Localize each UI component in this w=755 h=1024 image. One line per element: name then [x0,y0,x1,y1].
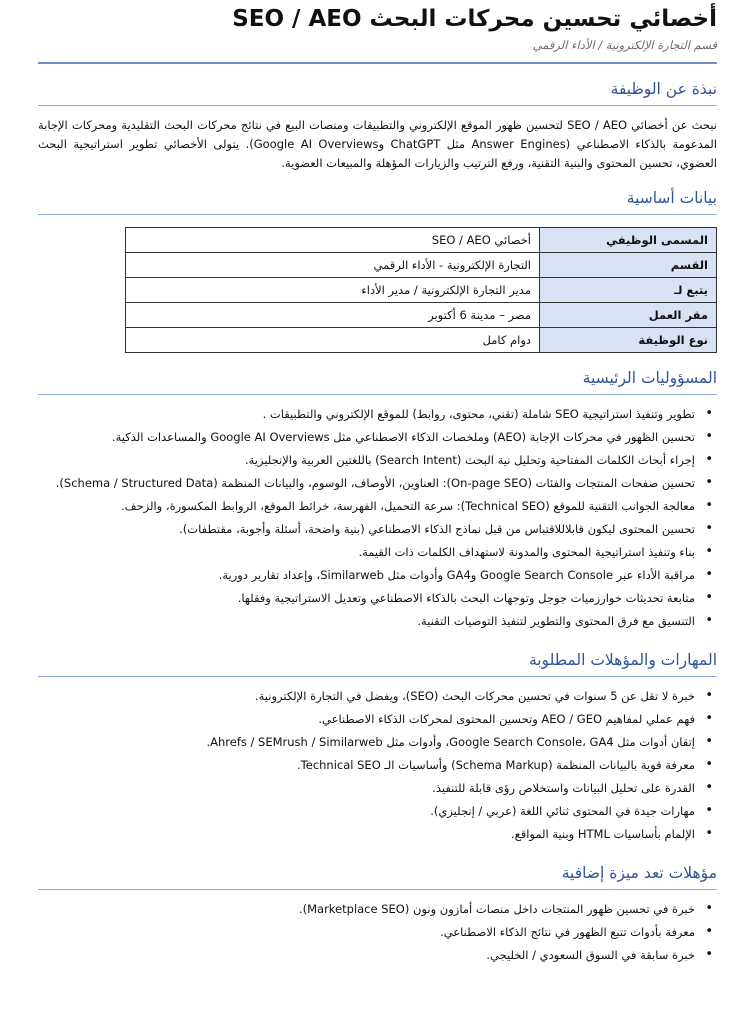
list-item: • خبرة في تحسين ظهور المنتجات داخل منصات أمازون ونون (Marketplace SEO). [38,900,695,918]
table-label-cell: يتبع لـ [540,278,717,303]
page-subtitle: قسم التجارة الإلكترونية / الأداء الرقمي [532,38,717,52]
list-item: • خبرة سابقة في السوق السعودي / الخليجي. [38,946,695,964]
list-item: • تحسين الظهور في محركات الإجابة (AEO) وملخصات الذكاء الاصطناعي مثل Google AI Overviews والمساعدات الذكية. [38,428,695,446]
table-label-cell: القسم [540,253,717,278]
list-item: • بناء وتنفيذ استراتيجية المحتوى والمدونة لاستهداف الكلمات ذات القيمة. [38,543,695,561]
list-item: • الإلمام بأساسيات HTML وبنية المواقع. [38,825,695,843]
list-item: • التنسيق مع فرق المحتوى والتطوير لتنفيذ التوصيات التقنية. [38,612,695,630]
section-heading-about: نبذة عن الوظيفة [610,80,717,98]
list-item: • مراقبة الأداء عبر Google Search Console وGA4 وأدوات مثل Similarweb، وإعداد تقارير دورية. [38,566,695,584]
section-divider [38,105,717,106]
section-heading-skills: المهارات والمؤهلات المطلوبة [528,651,717,669]
table-label-cell: المسمى الوظيفي [540,228,717,253]
table-row [126,303,717,328]
table-value-cell: أخصائي SEO / AEO [126,228,540,253]
section-divider [38,676,717,677]
list-item: • متابعة تحديثات خوارزميات جوجل وتوجهات البحث بالذكاء الاصطناعي وتعديل الاستراتيجية وفقلها. [38,589,695,607]
table-label-cell: نوع الوظيفة [540,328,717,353]
table-row [126,278,717,303]
list-item: • إجراء أبحاث الكلمات المفتاحية وتحليل نية البحث (Search Intent) باللغتين العربية والإنجليزية. [38,451,695,469]
section-divider [38,889,717,890]
table-row [126,328,717,353]
list-item: • فهم عملي لمفاهيم AEO / GEO وتحسين المحتوى لمحركات الذكاء الاصطناعي. [38,710,695,728]
table-value-cell: التجارة الإلكترونية - الأداء الرقمي [126,253,540,278]
basic-info-table [125,227,717,353]
section-divider [38,214,717,215]
bonus-list [38,900,717,964]
list-item: • تحسين المحتوى ليكون قابلاللاقتباس من قبل نماذج الذكاء الاصطناعي (بنية واضحة، أسئلة وأجوبة، مقتطفات). [38,520,695,538]
list-item: • القدرة على تحليل البيانات واستخلاص رؤى قابلة للتنفيذ. [38,779,695,797]
list-item: • تحسين صفحات المنتجات والفئات (On-page SEO): العناوين، الأوصاف، الوسوم، والبيانات المنظمة (Schema / Structured Data). [38,474,695,492]
list-item: • معالجة الجوانب التقنية للموقع (Technical SEO): سرعة التحميل، الفهرسة، خرائط الموقع، الروابط المكسورة، والزحف. [38,497,695,515]
list-item: • معرفة قوية بالبيانات المنظمة (Schema Markup) وأساسيات الـ Technical SEO. [38,756,695,774]
list-item: • معرفة بأدوات تتبع الظهور في نتائج الذكاء الاصطناعي. [38,923,695,941]
about-paragraph: نبحث عن أخصائي SEO / AEO لتحسين ظهور الموقع الإلكتروني والتطبيقات ومنصات البيع في نتائج محركات البحث التقليدية ومحركات الإجابة المدعومة بالذكاء الاصطناعي (Answer Engines مثل ChatGPT وGoogle AI Overviews). يتولى الأخصائي تطوير استراتيجية البحث العضوي، تحسين المحتوى والبنية التقنية، ورفع الترتيب والزيارات المؤهلة والمبيعات العضوية. [38,118,718,170]
page-title: أخصائي تحسين محركات البحث SEO / AEO [232,6,717,32]
table-value-cell: دوام كامل [126,328,540,353]
section-heading-bonus: مؤهلات تعد ميزة إضافية [561,864,717,882]
table-label-cell: مقر العمل [540,303,717,328]
list-item: • مهارات جيدة في المحتوى ثنائي اللغة (عربي / إنجليزي). [38,802,695,820]
table-value-cell: مدير التجارة الإلكترونية / مدير الأداء [126,278,540,303]
list-item: • خبرة لا تقل عن 5 سنوات في تحسين محركات البحث (SEO)، ويفضل في التجارة الإلكترونية. [38,687,695,705]
table-value-cell: مصر – مدينة 6 أكتوبر [126,303,540,328]
section-heading-responsibilities: المسؤوليات الرئيسية [582,369,717,387]
skills-list [38,687,717,843]
table-row [126,253,717,278]
section-divider [38,394,717,395]
table-row [126,228,717,253]
list-item: • تطوير وتنفيذ استراتيجية SEO شاملة (تقني، محتوى، روابط) للموقع الإلكتروني والتطبيقات . [38,405,695,423]
responsibilities-list [38,405,717,630]
section-heading-basic-info: بيانات أساسية [626,189,717,207]
list-item: • إتقان أدوات مثل Google Search Console، GA4، وأدوات مثل Ahrefs / SEMrush / Similarweb. [38,733,695,751]
